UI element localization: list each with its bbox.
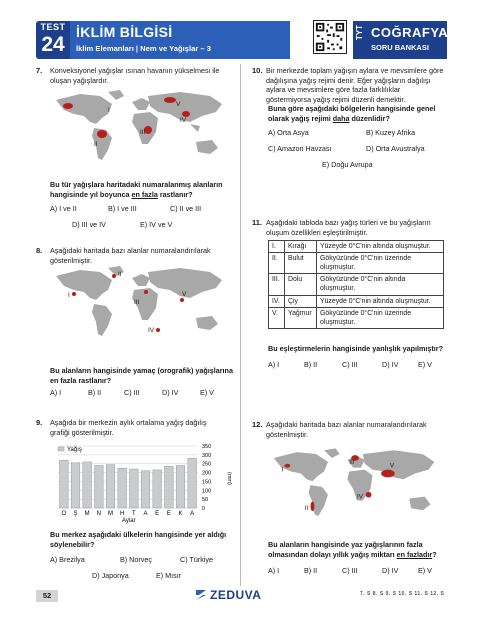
option-c[interactable]: C) Türkiye (180, 555, 214, 564)
map-label: V (182, 291, 187, 298)
bar-K (176, 465, 185, 508)
y-tick-label: 350 (202, 444, 212, 450)
map-label: V (176, 101, 181, 108)
x-axis-label: Aylar (122, 518, 136, 524)
prompt-text: Bu alanların hangisinde yaz yağışlarının fazla olmasından dolayı yıllık yağış miktarı (268, 540, 423, 559)
prompt-text: rastlanır? (157, 189, 193, 199)
x-tick-label: A (190, 511, 195, 517)
question-number: 11. (252, 218, 263, 227)
brand-banner (353, 21, 447, 59)
option-b[interactable]: B) II (304, 360, 318, 369)
bar-M (106, 465, 115, 508)
prompt-text: Bu tür yağışlara haritadaki numaralanmış alanların hangisinde yıl boyunca (50, 180, 223, 199)
table-row (269, 253, 444, 274)
page-number: 52 (36, 590, 58, 602)
question-number: 9. (36, 418, 43, 427)
option-d[interactable]: D) IV (382, 566, 399, 575)
publisher-logo: ZEDUVA (210, 588, 262, 602)
x-tick-label: A (143, 511, 148, 517)
option-b[interactable]: B) Kuzey Afrika (366, 128, 416, 137)
x-tick-label: O (61, 511, 67, 517)
prompt-text: ? (432, 549, 437, 559)
row-number: IV. (269, 295, 285, 307)
question-10-prompt (268, 104, 448, 123)
title-bar (70, 21, 290, 59)
column-divider (240, 64, 241, 586)
precipitation-types-table (268, 240, 444, 329)
x-tick-label: M (108, 511, 113, 517)
option-a[interactable]: A) I (268, 566, 280, 575)
row-number: II. (269, 253, 285, 274)
option-d[interactable]: D) IV (382, 360, 399, 369)
row-number: III. (269, 274, 285, 295)
precip-desc: Gökyüzünde 0°C'nin üzerinde oluşmuştur. (317, 307, 444, 328)
question-stem: Aşağıdaki haritada bazı alanlar numaralandırılarak gösterilmiştir. (266, 420, 427, 439)
option-e[interactable]: E) IV ve V (140, 220, 173, 229)
option-d[interactable]: D) Orta Avustralya (366, 144, 425, 153)
map-label: IV (148, 327, 155, 334)
option-c[interactable]: C) II ve III (170, 204, 202, 213)
table-row (269, 307, 444, 328)
question-stem: Bir merkezde toplam yağışın aylara ve mevsimlere göre dağılışına yağış rejimi denir. Eğer yağışların dağılışı aylara ve mevsimlere göre fazla farklılıklar göstermiyorsa yağış rejimi düzenli demektir. (266, 66, 444, 104)
question-11-prompt: Bu eşleştirmelerin hangisinde yanlışlık yapılmıştır? (268, 344, 443, 353)
precip-type: Çiy (285, 295, 317, 307)
option-c[interactable]: C) III (124, 388, 140, 397)
y-tick-label: 0 (202, 506, 206, 512)
y-axis-label: (mm) (226, 472, 232, 485)
map-label: I (281, 466, 284, 474)
option-b[interactable]: B) Norveç (120, 555, 152, 564)
brand-subtitle: SORU BANKASI (371, 43, 429, 52)
bar-Ş (71, 463, 80, 508)
precip-desc: Gökyüzünde 0°C'nin üzerinde oluşmuştur. (317, 253, 444, 274)
page-subtitle: İklim Elemanları | Nem ve Yağışlar – 3 (76, 44, 211, 53)
y-tick-label: 250 (202, 461, 212, 468)
map-label: III (349, 458, 355, 466)
map-label: I (108, 107, 110, 114)
page-header (0, 0, 480, 62)
table-row (269, 295, 444, 307)
option-b[interactable]: B) II (88, 388, 102, 397)
prompt-text: Buna göre aşağıdaki bölgelerin hangisinde genel olarak yağış rejimi (268, 104, 436, 123)
option-e[interactable]: E) Mısır (156, 571, 182, 580)
legend-swatch (58, 447, 64, 451)
map-label: III (134, 299, 140, 306)
row-number: V. (269, 307, 285, 328)
option-c[interactable]: C) III (342, 360, 358, 369)
map-label: II (94, 141, 98, 148)
y-tick-label: 300 (202, 452, 212, 459)
bar-A (141, 471, 150, 508)
option-e[interactable]: E) V (200, 388, 214, 397)
table-row (269, 274, 444, 295)
bar-T (130, 469, 139, 508)
option-d[interactable]: D) IV (162, 388, 179, 397)
question-9-prompt: Bu merkez aşağıdaki ülkelerin hangisinde yer aldığı söylenebilir? (50, 530, 227, 549)
y-tick-label: 200 (202, 470, 212, 477)
x-tick-label: E (166, 511, 171, 517)
question-stem: Aşağıdaki tabloda bazı yağış türleri ve bu yağışların oluşum özellikleri eşleştirilmiştir. (266, 218, 431, 237)
page-footer (0, 586, 480, 626)
option-d[interactable]: D) Japonya (92, 571, 129, 580)
option-a[interactable]: A) I (268, 360, 280, 369)
x-tick-label: Ş (73, 511, 78, 517)
map-label: IV (180, 117, 187, 124)
precip-type: Kırağı (285, 241, 317, 253)
y-tick-label: 100 (202, 488, 212, 495)
test-badge (36, 21, 70, 59)
question-number: 12. (252, 420, 263, 429)
question-stem: Aşağıdaki haritada bazı alanlar numaralandırılarak gösterilmiştir. (50, 246, 211, 265)
bar-M (83, 462, 92, 508)
map-label: III (140, 129, 146, 136)
option-b[interactable]: B) II (304, 566, 318, 575)
prompt-text: düzenlidir? (349, 113, 390, 123)
test-number: 24 (41, 32, 65, 56)
precip-type: Yağmur (285, 307, 317, 328)
legend-label: Yağış (67, 447, 82, 453)
option-a[interactable]: A) I (50, 388, 62, 397)
brand-tag: TYT (355, 25, 364, 41)
option-c[interactable]: C) Amazon Havzası (268, 144, 332, 153)
qr-code-icon[interactable] (313, 20, 347, 54)
test-label: TEST (40, 22, 66, 32)
map-label: I (68, 292, 70, 299)
grade-levels: 7. S 8. S 9. S 10. S 11. S 12. S (360, 591, 445, 597)
option-e[interactable]: E) V (418, 566, 432, 575)
option-a[interactable]: A) Brezilya (50, 555, 85, 564)
option-e[interactable]: E) V (418, 360, 432, 369)
option-e[interactable]: E) Doğu Avrupa (322, 160, 373, 169)
y-tick-label: 150 (202, 479, 212, 486)
map-label: II (304, 505, 309, 513)
question-8-prompt: Bu alanların hangisinde yamaç (orografik) yağışlarına en fazla rastlanır? (50, 366, 233, 385)
option-a[interactable]: A) Orta Asya (268, 128, 309, 137)
precip-desc: Gökyüzünde 0°C'nin altında oluşmuştur. (317, 274, 444, 295)
bar-O (60, 460, 69, 508)
question-12-prompt (268, 540, 448, 559)
map-label: IV (356, 493, 363, 501)
world-map-q12 (268, 444, 444, 530)
precip-desc: Yüzeyde 0°C'nin altında oluşmuştur. (317, 241, 444, 253)
prompt-emphasis: daha (332, 113, 350, 123)
question-7-prompt (50, 180, 234, 199)
precip-desc: Yüzeyde 0°C'nin altında oluşmuştur. (317, 295, 444, 307)
precipitation-chart (50, 438, 236, 524)
prompt-emphasis: en fazladır (396, 549, 433, 559)
option-b[interactable]: B) I ve III (108, 204, 137, 213)
table-row (269, 241, 444, 253)
x-tick-label: T (131, 511, 136, 517)
x-tick-label: H (119, 511, 125, 517)
x-tick-label: E (155, 511, 160, 517)
question-stem: Konveksiyonel yağışlar ısınan havanın yükselmesi ile oluşan yağışlardır. (50, 66, 220, 85)
x-tick-label: K (178, 511, 183, 517)
option-d[interactable]: D) III ve IV (72, 220, 106, 229)
bar-A (188, 458, 197, 508)
bar-E (165, 466, 174, 508)
x-tick-label: N (96, 511, 102, 517)
option-a[interactable]: A) I ve II (50, 204, 77, 213)
world-map-q7 (50, 88, 232, 172)
bar-H (118, 468, 127, 508)
precip-type: Bulut (285, 253, 317, 274)
brand-title: COĞRAFYA (371, 25, 449, 40)
prompt-emphasis: en fazla (131, 189, 158, 199)
y-tick-label: 50 (202, 497, 209, 504)
question-stem: Aşağıda bir merkezin aylık ortalama yağış dağılış grafiği gösterilmiştir. (50, 418, 207, 437)
page-title: İKLİM BİLGİSİ (76, 24, 173, 40)
option-c[interactable]: C) III (342, 566, 358, 575)
question-number: 7. (36, 66, 43, 75)
question-number: 10. (252, 66, 263, 75)
zeduva-logo-icon (195, 589, 207, 601)
bar-N (95, 465, 104, 508)
question-number: 8. (36, 246, 43, 255)
world-map-q8 (50, 264, 232, 348)
map-label: V (389, 462, 395, 470)
map-label: II (118, 271, 122, 278)
bar-E (153, 470, 162, 508)
precip-type: Dolu (285, 274, 317, 295)
row-number: I. (269, 241, 285, 253)
x-tick-label: M (84, 511, 90, 517)
